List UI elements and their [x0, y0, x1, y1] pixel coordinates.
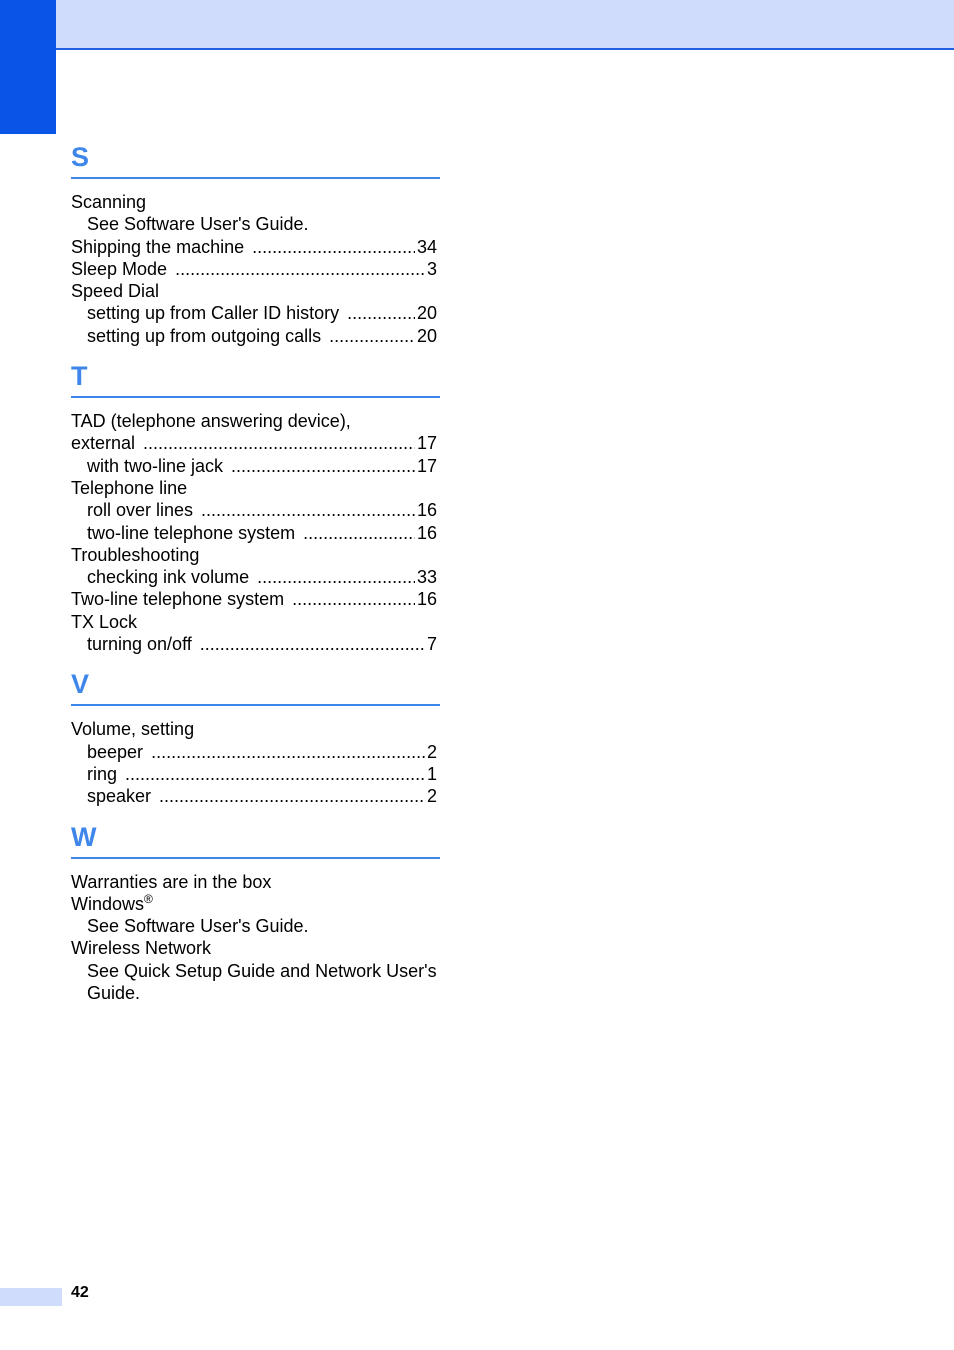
page-ref[interactable]: 1 [426, 763, 437, 784]
page-ref[interactable]: 2 [426, 786, 437, 807]
chapter-tab [0, 0, 56, 134]
entry-text: setting up from outgoing calls [87, 325, 322, 346]
entry-text: TAD (telephone answering device), [71, 411, 351, 432]
dot-leader [175, 258, 425, 280]
page-ref[interactable]: 20 [416, 325, 437, 346]
page-ref[interactable]: 34 [416, 236, 437, 257]
index-section-v [71, 667, 440, 807]
index-entry [71, 477, 440, 499]
entry-text: turning on/off [87, 634, 192, 655]
index-entry [71, 893, 440, 915]
index-section-s [71, 140, 440, 347]
entry-text: checking ink volume [87, 567, 250, 588]
index-subentry [71, 960, 440, 1005]
index-subentry[interactable] [71, 566, 440, 588]
index-entry[interactable] [71, 588, 440, 610]
dot-leader [329, 325, 415, 347]
index-subentry[interactable] [71, 741, 440, 763]
index-section-w [71, 820, 440, 1005]
dot-leader [151, 741, 425, 763]
dot-leader [231, 455, 415, 477]
entry-text: See Quick Setup Guide and Network User's Guide. [87, 960, 437, 1004]
section-rule [71, 704, 440, 706]
index-entry [71, 544, 440, 566]
entry-text: with two-line jack [87, 455, 224, 476]
index-subentry[interactable] [71, 633, 440, 655]
index-subentry[interactable] [71, 785, 440, 807]
index-subentry [71, 213, 440, 235]
index-subentry[interactable] [71, 325, 440, 347]
page-ref[interactable]: 16 [416, 500, 437, 521]
entry-text: ring [87, 763, 118, 784]
index-entry [71, 280, 440, 302]
index-subentry[interactable] [71, 522, 440, 544]
page-ref[interactable]: 16 [416, 589, 437, 610]
index-entry[interactable] [71, 258, 440, 280]
section-letter: V [71, 669, 90, 700]
entry-text: beeper [87, 741, 144, 762]
entry-text: speaker [87, 786, 152, 807]
entry-text: Speed Dial [71, 281, 160, 302]
entry-text [71, 893, 153, 915]
entry-text: Telephone line [71, 477, 188, 498]
dot-leader [201, 499, 415, 521]
registered-mark: ® [144, 891, 153, 906]
index-subentry[interactable] [71, 302, 440, 324]
page-number-tab [0, 1288, 62, 1306]
index-subentry[interactable] [71, 499, 440, 521]
page-ref[interactable]: 20 [416, 303, 437, 324]
index-entry [71, 191, 440, 213]
index-entry [71, 937, 440, 959]
index-entry [71, 410, 440, 432]
entry-text: TX Lock [71, 611, 138, 632]
entry-text: Troubleshooting [71, 544, 200, 565]
dot-leader [347, 302, 415, 324]
section-letter: S [71, 142, 90, 172]
index-entry [71, 718, 440, 740]
page-ref[interactable]: 2 [426, 741, 437, 762]
entry-text: Shipping the machine [71, 236, 245, 257]
index-section-t [71, 359, 440, 655]
page-ref[interactable]: 17 [416, 433, 437, 454]
page-ref[interactable]: 7 [426, 634, 437, 655]
entry-text: Wireless Network [71, 938, 212, 959]
page-number: 42 [71, 1284, 89, 1301]
section-rule [71, 177, 440, 179]
index-subentry [71, 915, 440, 937]
entry-text: Scanning [71, 192, 147, 212]
header-rule [56, 48, 954, 50]
index-entry[interactable] [71, 432, 440, 454]
section-letter: W [71, 821, 97, 852]
index-entry[interactable] [71, 236, 440, 258]
entry-text-main: Windows [71, 893, 145, 914]
page-ref[interactable]: 3 [426, 258, 437, 279]
entry-text: See Software User's Guide. [87, 916, 309, 937]
page-ref[interactable]: 17 [416, 455, 437, 476]
dot-leader [252, 236, 415, 258]
entry-text: Warranties are in the box [71, 871, 272, 892]
page-ref[interactable]: 16 [416, 522, 437, 543]
index-column [71, 140, 440, 1016]
header-band [0, 0, 954, 49]
entry-text: Two-line telephone system [71, 589, 285, 610]
index-entry [71, 871, 440, 893]
index-entry [71, 611, 440, 633]
entry-text: See Software User's Guide. [87, 214, 309, 235]
dot-leader [159, 785, 425, 807]
dot-leader [200, 633, 425, 655]
section-rule [71, 857, 440, 859]
entry-text: Volume, setting [71, 719, 195, 740]
dot-leader [257, 566, 415, 588]
section-letter: T [71, 361, 88, 392]
dot-leader [292, 588, 415, 610]
dot-leader [143, 432, 415, 454]
entry-text: Sleep Mode [71, 258, 168, 279]
dot-leader [303, 522, 415, 544]
entry-text: two-line telephone system [87, 522, 296, 543]
index-subentry[interactable] [71, 763, 440, 785]
entry-text: roll over lines [87, 500, 194, 521]
page-ref[interactable]: 33 [416, 567, 437, 588]
dot-leader [125, 763, 425, 785]
section-rule [71, 396, 440, 398]
entry-text: external [71, 433, 136, 454]
index-subentry[interactable] [71, 455, 440, 477]
entry-text: setting up from Caller ID history [87, 303, 340, 324]
